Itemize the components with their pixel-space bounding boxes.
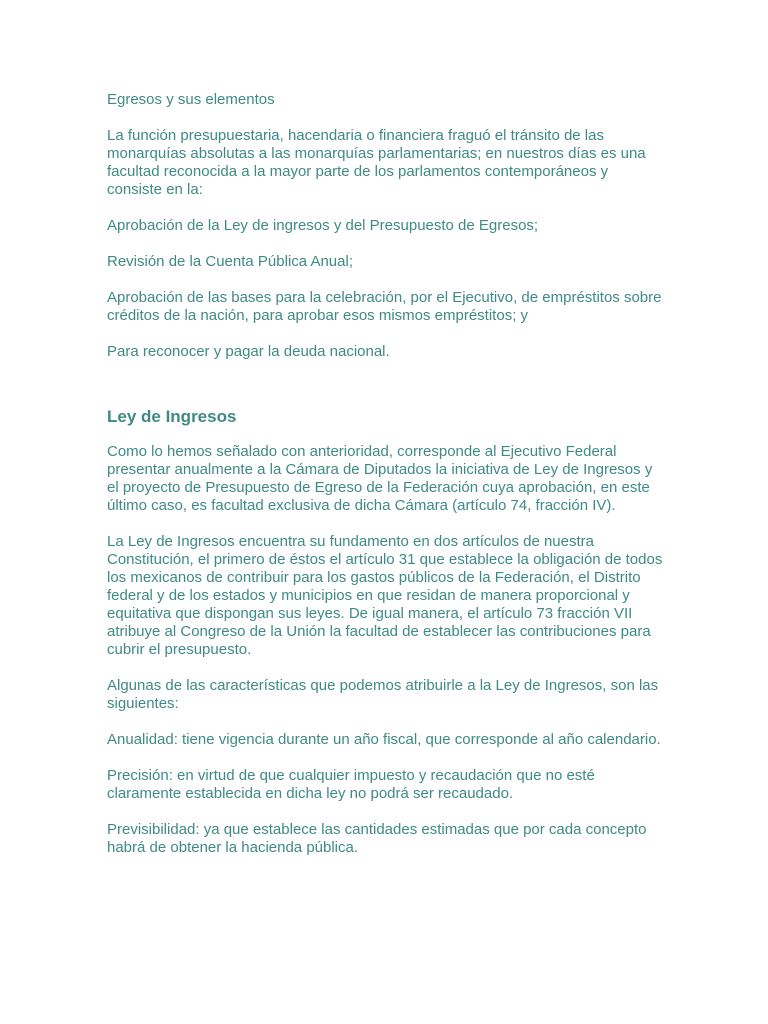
intro-paragraph: La función presupuestaria, hacendaria o financiera fraguó el tránsito de las monarquías absolutas a las monarquías parlamentarias; en nuestros días es una facultad reconocida a la mayor parte de los parlamentos contemporáneos y consiste en la: — [107, 127, 646, 198]
document-page — [107, 91, 667, 857]
characteristic-item: Previsibilidad: ya que establece las cantidades estimadas que por cada concepto habrá de obtener la hacienda pública. — [107, 821, 647, 856]
list-item: Aprobación de las bases para la celebración, por el Ejecutivo, de empréstitos sobre créditos de la nación, para aprobar esos mismos empréstitos; y — [107, 289, 662, 324]
section-paragraph: Algunas de las características que podemos atribuirle a la Ley de Ingresos, son las siguientes: — [107, 677, 659, 712]
intro-title: Egresos y sus elementos — [107, 91, 275, 108]
list-item: Aprobación de la Ley de ingresos y del Presupuesto de Egresos; — [107, 217, 539, 234]
section-heading: Ley de Ingresos — [107, 407, 237, 426]
section-paragraph: Como lo hemos señalado con anterioridad, corresponde al Ejecutivo Federal presentar anualmente a la Cámara de Diputados la iniciativa de Ley de Ingresos y el proyecto de Presupuesto de Egreso de la Federación cuya aprobación, en este último caso, es facultad exclusiva de dicha Cámara (artículo 74, fracción IV). — [107, 443, 653, 514]
section-paragraph: La Ley de Ingresos encuentra su fundamento en dos artículos de nuestra Constitución, el primero de éstos el artículo 31 que establece la obligación de todos los mexicanos de contribuir para los gastos públicos de la Federación, el Distrito federal y de los estados y municipios en que residan de manera proporcional y equitativa que dispongan sus leyes. De igual manera, el artículo 73 fracción VII atribuye al Congreso de la Unión la facultad de establecer las contribuciones para cubrir el presupuesto. — [107, 533, 663, 658]
list-item: Revisión de la Cuenta Pública Anual; — [107, 253, 353, 270]
characteristic-item: Precisión: en virtud de que cualquier impuesto y recaudación que no esté claramente establecida en dicha ley no podrá ser recaudado. — [107, 767, 595, 802]
list-item: Para reconocer y pagar la deuda nacional. — [107, 343, 390, 360]
characteristic-item: Anualidad: tiene vigencia durante un año fiscal, que corresponde al año calendario. — [107, 731, 661, 748]
